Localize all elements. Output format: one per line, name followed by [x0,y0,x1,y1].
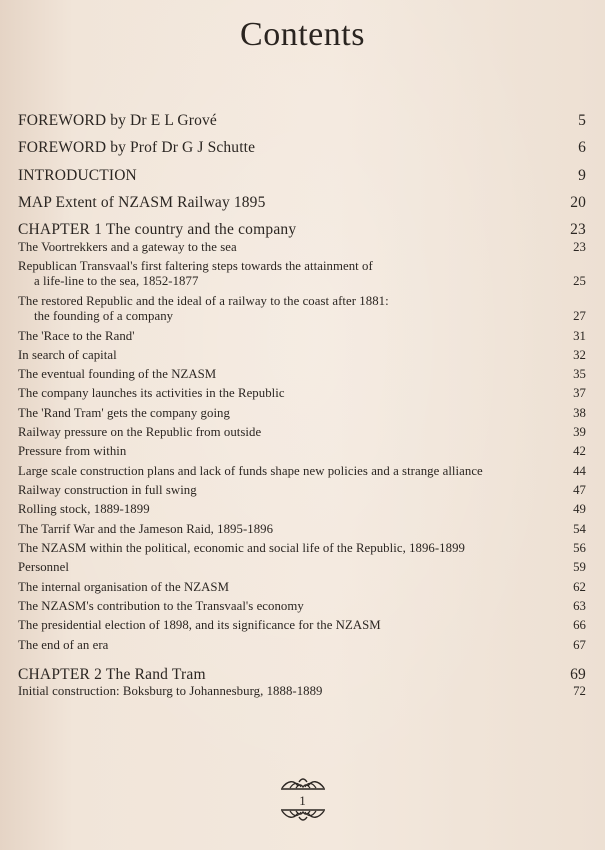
toc-entry-presidential-election [18,618,586,632]
toc-entry-page: 32 [573,347,586,362]
toc-entry-label: FOREWORD by Dr E L Grové [18,112,217,129]
toc-entry-restored-republic [18,294,586,324]
toc-entry-page: 63 [573,599,586,614]
toc-entry-construction-plans [18,464,586,478]
toc-entry-page: 39 [573,425,586,440]
toc-entry-label-line-1: Republican Transvaal's first faltering steps towards the attainment of [18,259,373,274]
toc-entry-page: 67 [573,637,586,652]
toc-entry-label: Initial construction: Boksburg to Johannesburg, 1888-1889 [18,684,323,699]
toc-chapter-label: CHAPTER 1 The country and the company [18,221,297,239]
toc-entry-political-life [18,541,586,555]
page-title: Contents [240,16,365,53]
toc-entry-railway-pressure-outside [18,425,586,439]
toc-entry-introduction [18,167,586,184]
ornament-bottom-icon [280,808,326,824]
toc-entry-label: INTRODUCTION [18,166,137,184]
toc-entry-label-line-2: the founding of a company [34,308,174,323]
toc-entry-page: 62 [573,579,586,594]
toc-chapter-1 [18,221,586,238]
toc-entry-label: The Tarrif War and the Jameson Raid, 1895-1896 [18,521,274,536]
toc-entry-page: 27 [573,309,586,324]
toc-entry-label-line-1: The restored Republic and the ideal of a railway to the coast after 1881: [18,293,389,308]
toc-entry-label: Railway pressure on the Republic from outside [18,425,262,440]
ornament-top-icon [280,775,326,791]
toc-entry-page: 38 [573,405,586,420]
toc-entry-page: 47 [573,483,586,498]
toc-chapter-page: 69 [570,666,586,684]
toc-chapter-label: CHAPTER 2 The Rand Tram [18,666,206,684]
toc-entry-page: 9 [578,166,586,184]
toc-entry-label: The 'Rand Tram' gets the company going [18,405,230,420]
toc-entry-republican-transvaal [18,259,586,289]
toc-entry-label [18,259,542,289]
toc-entry-page: 31 [573,328,586,343]
toc-entry-label: The presidential election of 1898, and its significance for the NZASM [18,618,381,633]
toc-entry-label: Rolling stock, 1889-1899 [18,502,150,517]
toc-entry-map [18,194,586,211]
toc-entry-label: FOREWORD by Prof Dr G J Schutte [18,139,256,157]
toc-entry-pressure-within [18,444,586,458]
toc-entry-railway-construction [18,483,586,497]
toc-entry-label: In search of capital [18,347,117,362]
toc-entry-label [18,294,542,324]
toc-entry-label: Personnel [18,560,69,575]
toc-entry-initial-construction [18,684,586,698]
toc-entry-label: The NZASM's contribution to the Transvaal's economy [18,599,304,614]
toc-entry-label: MAP Extent of NZASM Railway 1895 [18,194,266,212]
toc-entry-personnel [18,560,586,574]
toc-entry-page: 56 [573,541,586,556]
toc-entry-end-era [18,638,586,652]
toc-entry-page: 49 [573,502,586,517]
toc-entry-label: The Voortrekkers and a gateway to the sea [18,239,237,254]
toc-entry-foreword-schutte [18,139,586,156]
toc-entry-page: 59 [573,560,586,575]
toc-entry-voortrekkers [18,240,586,254]
toc-entry-economy [18,599,586,613]
toc-chapter-page: 23 [570,221,586,239]
toc-entry-founding-nzasm [18,367,586,381]
toc-entry-rand-tram-going [18,406,586,420]
toc-entry-page: 5 [578,112,586,129]
toc-entry-page: 66 [573,618,586,633]
toc-entry-page: 37 [573,386,586,401]
toc-chapter-2 [18,666,586,683]
toc-entry-label: The internal organisation of the NZASM [18,579,229,594]
page-footer [0,775,605,824]
toc-entry-company-launches [18,386,586,400]
toc-entry-label: The end of an era [18,637,109,652]
toc-entry-label: Pressure from within [18,444,127,459]
toc-entry-page: 23 [573,239,586,254]
toc-entry-page: 44 [573,463,586,478]
toc-entry-label: Large scale construction plans and lack of funds shape new policies and a strange alliance [18,463,483,478]
toc-entry-race-to-rand [18,329,586,343]
toc-entry-label: The 'Race to the Rand' [18,328,135,343]
toc-entry-capital [18,348,586,362]
toc-entry-page: 54 [573,521,586,536]
toc-entry-page: 42 [573,444,586,459]
toc-entry-page: 25 [573,274,586,289]
toc-entry-foreword-grove [18,112,586,129]
toc-entry-page: 72 [573,684,586,699]
table-of-contents [18,112,586,704]
toc-entry-label: The eventual founding of the NZASM [18,367,217,382]
page-number: 1 [299,793,306,808]
toc-entry-tarrif-war [18,522,586,536]
toc-entry-page: 20 [570,194,586,212]
toc-entry-label: The company launches its activities in the Republic [18,386,285,401]
toc-entry-internal-organisation [18,580,586,594]
toc-entry-label: The NZASM within the political, economic and social life of the Republic, 1896-1899 [18,541,465,556]
toc-entry-rolling-stock [18,502,586,516]
toc-entry-page: 35 [573,367,586,382]
toc-entry-label: Railway construction in full swing [18,483,197,498]
toc-entry-label-line-2: a life-line to the sea, 1852-1877 [34,273,199,288]
toc-entry-page: 6 [578,139,586,157]
